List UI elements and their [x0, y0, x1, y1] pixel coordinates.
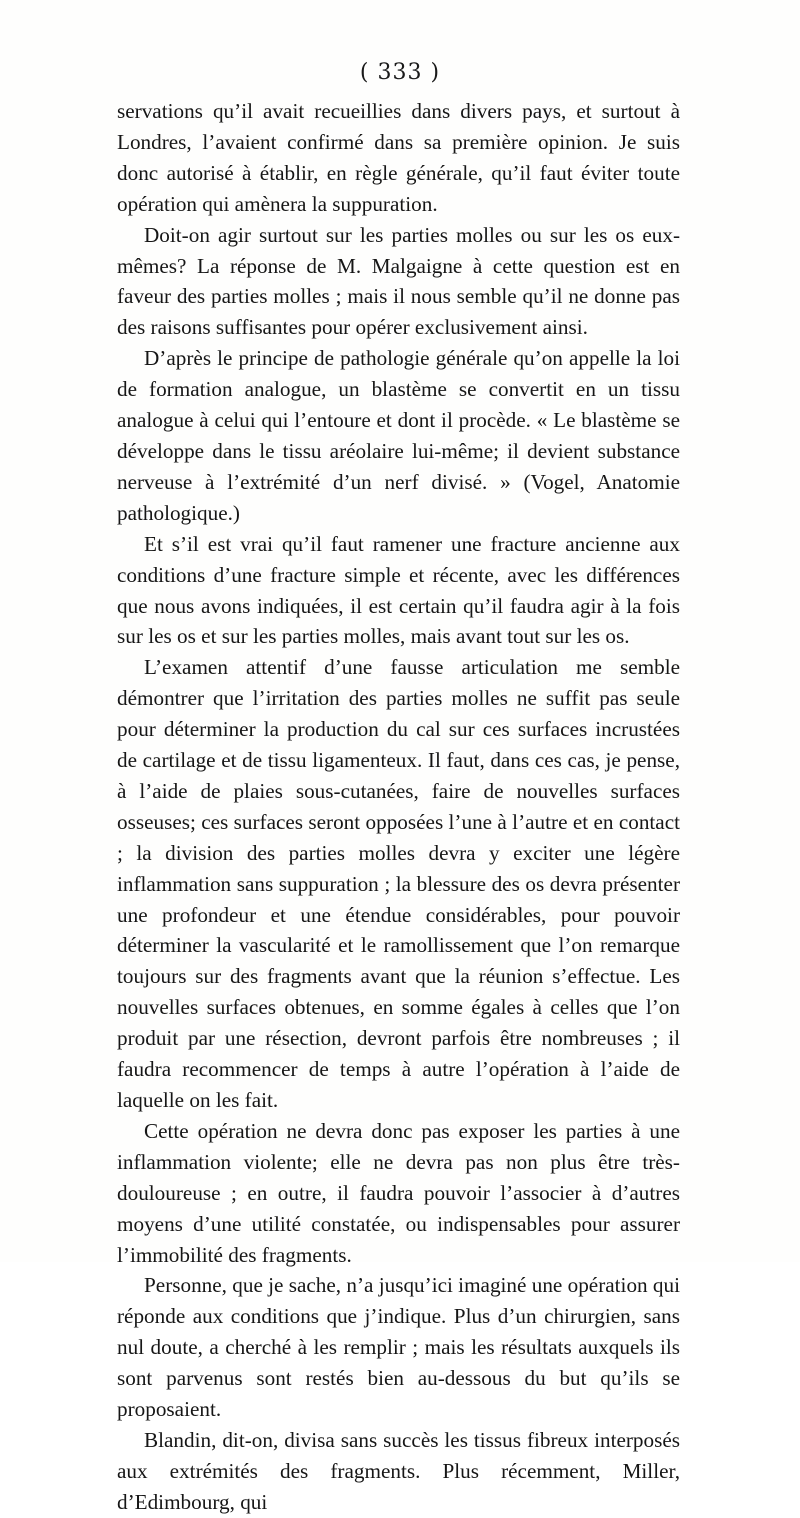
- paragraph: Personne, que je sache, n’a jusqu’ici imaginé une opération qui réponde aux conditions que j’indique. Plus d’un chirurgien, sans nul doute, a cherché à les remplir ; mais les résultats auxquels ils sont parvenus sont restés bien au-dessous du but qu’ils se proposaient.: [117, 1273, 680, 1422]
- page-number: ( 333 ): [359, 60, 441, 85]
- paragraph: Blandin, dit-on, divisa sans succès les tissus fibreux interposés aux extrémités des fragments. Plus récemment, Miller, d’Edimbourg, qui: [117, 1427, 680, 1514]
- paragraph: L’examen attentif d’une fausse articulation me semble démontrer que l’irritation des parties molles ne suffit pas seule pour déterminer la production du cal sur ces surfaces incrustées de cartilage et de tissu ligamenteux. Il faut, dans ces cas, je pense, à l’aide de plaies sous-cutanées, faire de nouvelles surfaces osseuses; ces surfaces seront opposées l’une à l’autre et en contact ; la division des parties molles devra y exciter une légère inflammation sans suppuration ; la blessure des os devra présenter une profondeur et une étendue considérables, pour pouvoir déterminer la vascularité et le ramollissement que l’on remarque toujours sur des fragments avant que la réunion s’effectue. Les nouvelles surfaces obtenues, en somme égales à celles que l’on produit par une résection, devront parfois être nombreuses ; il faudra recommencer de temps à autre l’opération à l’aide de laquelle on les fait.: [117, 655, 680, 1112]
- paragraph: Et s’il est vrai qu’il faut ramener une fracture ancienne aux conditions d’une fracture simple et récente, avec les différences que nous avons indiquées, il est certain qu’il faudra agir à la fois sur les os et sur les parties molles, mais avant tout sur les os.: [117, 531, 680, 649]
- paragraph: Cette opération ne devra donc pas exposer les parties à une inflammation violente; elle ne devra pas non plus être très-douloureuse ; en outre, il faudra pouvoir l’associer à d’autres moyens d’une utilité constatée, ou indispensables pour assurer l’immobilité des fragments.: [117, 1118, 680, 1267]
- paragraph: servations qu’il avait recueillies dans divers pays, et surtout à Londres, l’avaient confirmé dans sa première opinion. Je suis donc autorisé à établir, en règle générale, qu’il faut éviter toute opération qui amènera la suppuration.: [117, 99, 680, 216]
- paragraph: D’après le principe de pathologie générale qu’on appelle la loi de formation analogue, un blastème se convertit en un tissu analogue à celui qui l’entoure et dont il procède. « Le blastème se développe dans le tissu aréolaire lui-même; il devient substance nerveuse à l’extrémité d’un nerf divisé. » (Vogel, Anatomie pathologique.): [117, 346, 680, 525]
- paragraph: Doit-on agir surtout sur les parties molles ou sur les os eux-mêmes? La réponse de M. Malgaigne à cette question est en faveur des parties molles ; mais il nous semble qu’il ne donne pas des raisons suffisantes pour opérer exclusivement ainsi.: [117, 222, 680, 340]
- body-text: [117, 96, 680, 1518]
